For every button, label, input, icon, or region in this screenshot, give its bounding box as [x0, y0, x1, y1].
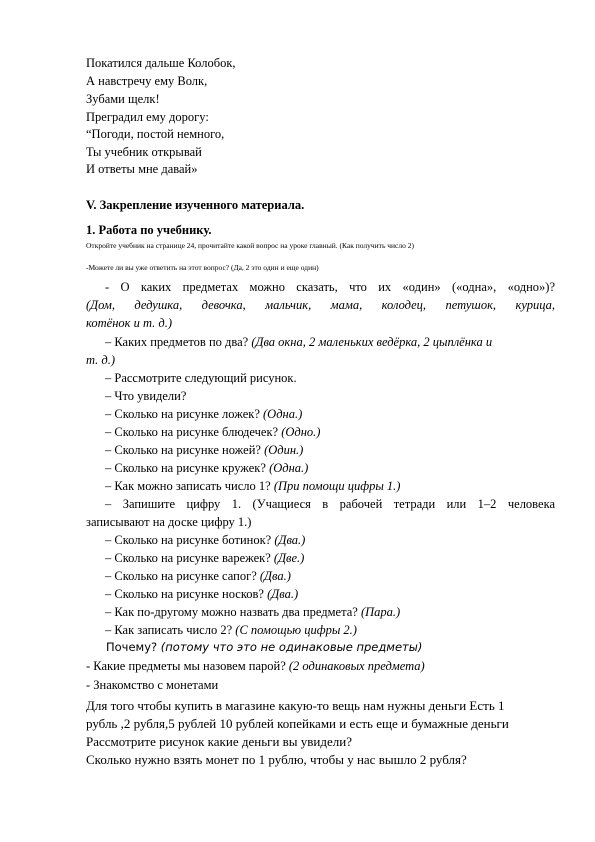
question-text: – Что увидели? — [105, 389, 187, 403]
question-line — [105, 371, 297, 386]
poem-line: Зубами щелк! — [86, 92, 160, 106]
answer-text: (Два.) — [267, 587, 299, 601]
question-text: – Как можно записать число 1? — [105, 479, 274, 493]
answer-line: т. д.) — [86, 353, 116, 367]
question-line — [105, 461, 308, 476]
question-text: - Какие предметы мы назовем парой? — [86, 659, 289, 673]
instruction-line: – Запишите цифру 1. (Учащиеся в рабочей тетради или 1–2 человека — [105, 497, 555, 511]
answer-text: (Одна.) — [263, 407, 303, 421]
money-line: Сколько нужно взять монет по 1 рублю, чтобы у нас вышло 2 рубля? — [86, 752, 467, 767]
answer-text: (Два.) — [259, 569, 291, 583]
question-line — [105, 335, 492, 350]
answer-text: (Пара.) — [360, 605, 401, 619]
question-text: Почему? — [106, 640, 161, 654]
question-text: – Сколько на рисунке сапог? — [105, 569, 260, 583]
question-text: – Сколько на рисунке ботинок? — [105, 533, 275, 547]
poem-line: Ты учебник открывай — [86, 145, 202, 159]
poem-line: А навстречу ему Волк, — [86, 74, 208, 88]
note-line: -Можете ли вы уже ответить на этот вопрос? (Да, 2 это один и еще один) — [86, 263, 319, 272]
question-line — [105, 389, 186, 404]
question-line — [105, 407, 302, 422]
question-text: – Рассмотрите следующий рисунок. — [105, 371, 297, 385]
section-heading: V. Закрепление изученного материала. — [86, 198, 305, 212]
question-line — [105, 569, 291, 584]
question-text: – Сколько на рисунке кружек? — [105, 461, 270, 475]
poem-line: Преградил ему дорогу: — [86, 110, 209, 124]
answer-text: (2 одинаковых предмета) — [288, 659, 425, 673]
answer-text: (потому что это не одинаковые предметы) — [160, 640, 423, 654]
question-text: – Сколько на рисунке ножей? — [105, 443, 265, 457]
question-text: – Сколько на рисунке варежек? — [105, 551, 274, 565]
question-line — [105, 425, 320, 440]
poem-line: “Погоди, постой немного, — [86, 127, 225, 141]
question-text: – Сколько на рисунке блюдечек? — [105, 425, 282, 439]
poem-line: Покатился дальше Колобок, — [86, 56, 236, 70]
question-line — [105, 605, 400, 620]
answer-text: (При помощи цифры 1.) — [273, 479, 401, 493]
question-line: - О каких предметах можно сказать, что их «один» («одна», «одно»)? — [105, 280, 555, 294]
answer-line: котёнок и т. д.) — [86, 316, 173, 330]
answer-text: (Два.) — [274, 533, 306, 547]
question-text: – Каких предметов по два? — [105, 335, 252, 349]
note-line: Откройте учебник на странице 24, прочитайте какой вопрос на уроке главный. (Как получить число 2) — [86, 241, 414, 250]
money-line: рубль ,2 рубля,5 рублей 10 рублей копейками и есть еще и бумажные деньги — [86, 716, 509, 731]
question-text: – Как записать число 2? — [105, 623, 236, 637]
money-line: Рассмотрите рисунок какие деньги вы увидели? — [86, 734, 352, 749]
money-line: Для того чтобы купить в магазине какую-то вещь нам нужны деньги Есть 1 — [86, 698, 505, 713]
question-line — [105, 443, 303, 458]
answer-text: (Один.) — [264, 443, 304, 457]
poem-line: И ответы мне давай» — [86, 162, 198, 176]
answer-text: (Одно.) — [281, 425, 321, 439]
instruction-line: записывают на доске цифру 1.) — [86, 515, 252, 529]
question-line — [86, 659, 425, 674]
question-line — [105, 587, 298, 602]
answer-text: (Две.) — [273, 551, 305, 565]
answer-text: (Два окна, 2 маленьких ведёрка, 2 цыплёнка и — [251, 335, 493, 349]
question-line — [105, 533, 305, 548]
question-line — [105, 479, 400, 494]
answer-line: (Дом, дедушка, девочка, мальчик, мама, колодец, петушок, курица, — [86, 298, 555, 312]
answer-text: (Одна.) — [269, 461, 309, 475]
question-line — [105, 623, 357, 638]
subheading: 1. Работа по учебнику. — [86, 223, 212, 237]
question-text: – Сколько на рисунке ложек? — [105, 407, 263, 421]
coins-heading: - Знакомство с монетами — [86, 678, 219, 692]
why-line — [106, 641, 422, 655]
answer-text: (С помощью цифры 2.) — [235, 623, 357, 637]
question-line — [105, 551, 304, 566]
question-text: – Как по-другому можно назвать два предмета? — [105, 605, 361, 619]
question-text: – Сколько на рисунке носков? — [105, 587, 268, 601]
